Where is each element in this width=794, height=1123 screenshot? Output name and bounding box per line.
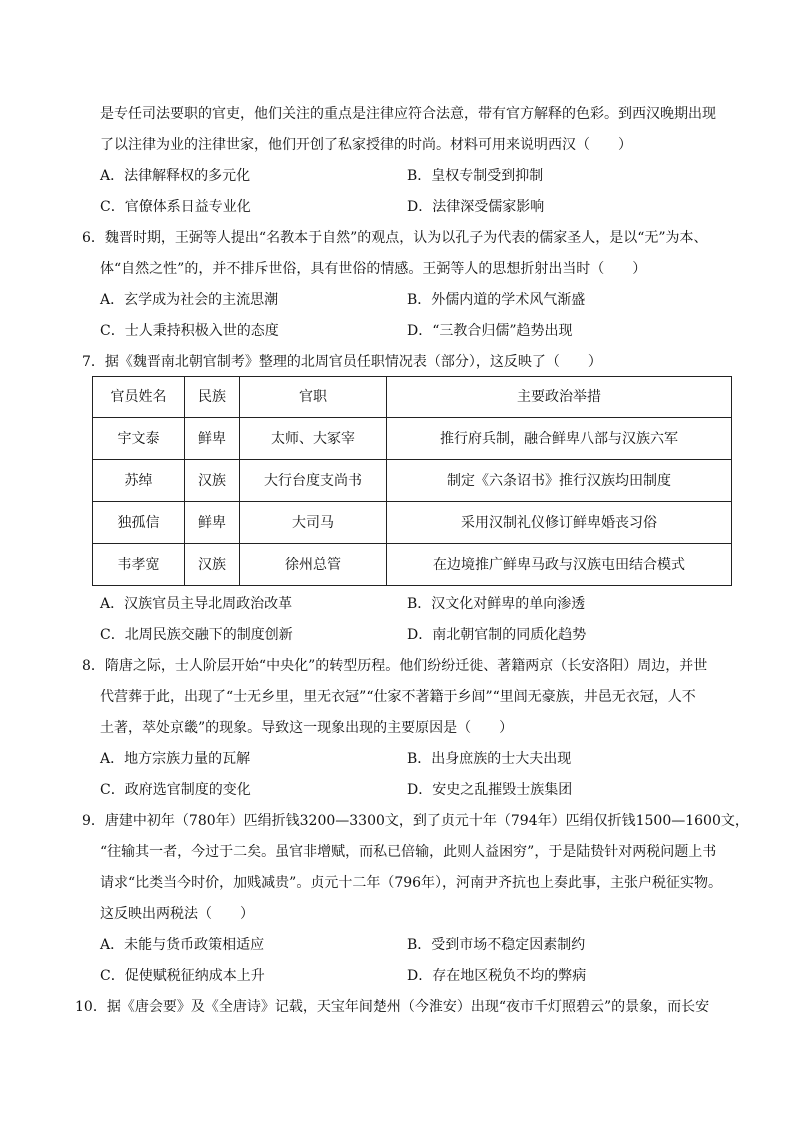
header-name: 官员姓名	[93, 377, 185, 418]
q7-option-c: C．北周民族交融下的制度创新	[100, 627, 293, 643]
q5-option-a: A．法律解释权的多元化	[100, 168, 251, 184]
q8-option-d: D．安史之乱摧毁士族集团	[407, 782, 573, 798]
table-cell: 韦孝宽	[93, 544, 185, 586]
table-cell: 推行府兵制，融合鲜卑八部与汉族六军	[387, 418, 732, 460]
table-cell: 独孤信	[93, 502, 185, 544]
q9-stem-line-3: 请求“比类当今时价，加贱减贵”。贞元十二年（796年），河南尹齐抗也上奏此事，主张户税征实物。	[100, 875, 723, 891]
table-cell: 采用汉制礼仪修订鲜卑婚丧习俗	[387, 502, 732, 544]
table-cell: 大司马	[240, 502, 387, 544]
table-row	[93, 418, 732, 460]
q8-option-c: C．政府选官制度的变化	[100, 782, 251, 798]
header-ethnicity: 民族	[185, 377, 240, 418]
q5-option-b: B．皇权专制受到抑制	[407, 168, 544, 184]
q6-stem-line-2: 体“自然之性”的，并不排斥世俗，具有世俗的情感。王弼等人的思想折射出当时（ ）	[100, 261, 647, 277]
q9-option-c: C．促使赋税征纳成本上升	[100, 968, 265, 984]
q9-stem-line-4: 这反映出两税法（ ）	[100, 906, 254, 922]
q5-text-line-1: 是专任司法要职的官吏，他们关注的重点是注律应符合法意，带有官方解释的色彩。到西汉晚期出现	[100, 106, 716, 122]
q6-option-d: D．“三教合归儒”趋势出现	[407, 323, 573, 339]
table-header-row	[93, 377, 732, 418]
q9-option-b: B．受到市场不稳定因素制约	[407, 937, 586, 953]
table-row	[93, 544, 732, 586]
q7-option-b: B．汉文化对鲜卑的单向渗透	[407, 596, 586, 612]
table-cell: 在边境推广鲜卑马政与汉族屯田结合模式	[387, 544, 732, 586]
q7-stem-line-1: 7．据《魏晋南北朝官制考》整理的北周官员任职情况表（部分），这反映了（ ）	[82, 354, 602, 370]
q6-option-c: C．士人秉持积极入世的态度	[100, 323, 279, 339]
table-cell: 大行台度支尚书	[240, 460, 387, 502]
q7-option-d: D．南北朝官制的同质化趋势	[407, 627, 587, 643]
q8-stem-line-1: 8．隋唐之际，士人阶层开始“中央化”的转型历程。他们纷纷迁徙、著籍两京（长安洛阳）周边，并世	[82, 658, 708, 674]
header-office: 官职	[240, 377, 387, 418]
table-cell: 宇文泰	[93, 418, 185, 460]
q9-option-d: D．存在地区税负不均的弊病	[407, 968, 587, 984]
q6-stem-line-1: 6．魏晋时期，王弼等人提出“名教本于自然”的观点，认为以孔子为代表的儒家圣人，是以“无”为本、	[82, 230, 708, 246]
table-row	[93, 502, 732, 544]
q7-option-a: A．汉族官员主导北周政治改革	[100, 596, 293, 612]
table-cell: 汉族	[185, 544, 240, 586]
table-cell: 鲜卑	[185, 502, 240, 544]
q8-option-a: A．地方宗族力量的瓦解	[100, 751, 251, 767]
header-measures: 主要政治举措	[387, 377, 732, 418]
q9-stem-line-1: 9．唐建中初年（780年）匹绢折钱3200—3300文，到了贞元十年（794年）匹绢仅折钱1500—1600文，	[82, 813, 749, 829]
table-row	[93, 460, 732, 502]
q8-option-b: B．出身庶族的士大夫出现	[407, 751, 572, 767]
q9-option-a: A．未能与货币政策相适应	[100, 937, 265, 953]
q5-option-d: D．法律深受儒家影响	[407, 199, 545, 215]
table-cell: 太师、大冢宰	[240, 418, 387, 460]
table-cell: 汉族	[185, 460, 240, 502]
table-cell: 鲜卑	[185, 418, 240, 460]
q6-option-b: B．外儒内道的学术风气渐盛	[407, 292, 586, 308]
table-cell: 徐州总管	[240, 544, 387, 586]
q9-stem-line-2: “往输其一者，今过于二矣。虽官非增赋，而私已倍输，此则人益困穷”，于是陆贽针对两税问题上书	[100, 844, 717, 860]
table-cell: 苏绰	[93, 460, 185, 502]
q8-stem-line-3: 土著，萃处京畿”的现象。导致这一现象出现的主要原因是（ ）	[100, 720, 514, 736]
q10-stem-line-1: 10．据《唐会要》及《全唐诗》记载，天宝年间楚州（今淮安）出现“夜市千灯照碧云”的景象，而长安	[75, 999, 710, 1015]
q5-option-c: C．官僚体系日益专业化	[100, 199, 251, 215]
q8-stem-line-2: 代营葬于此，出现了“士无乡里，里无衣冠”“仕家不著籍于乡闾”“里闾无豪族，井邑无衣冠，人不	[100, 689, 696, 705]
table-cell: 制定《六条诏书》推行汉族均田制度	[387, 460, 732, 502]
officials-table	[92, 376, 732, 586]
q5-text-line-2: 了以注律为业的注律世家，他们开创了私家授律的时尚。材料可用来说明西汉（ ）	[100, 137, 632, 153]
q6-option-a: A．玄学成为社会的主流思潮	[100, 292, 279, 308]
